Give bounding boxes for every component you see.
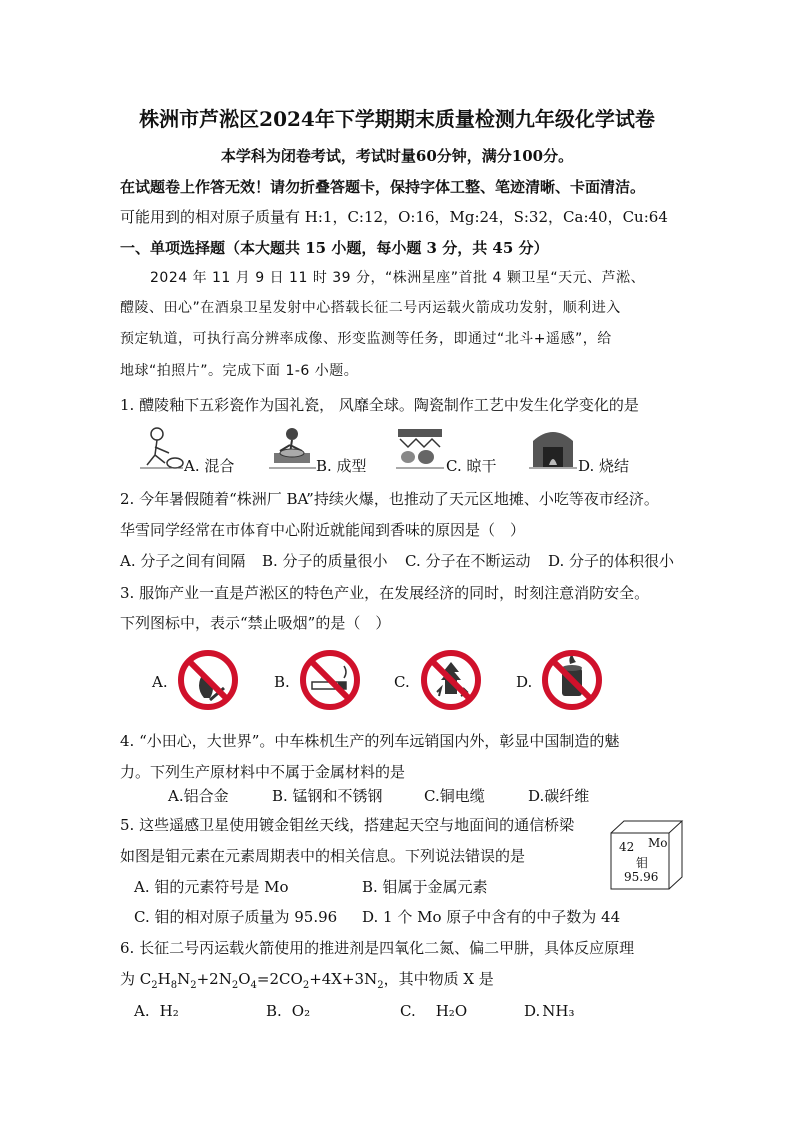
element-tile-molybdenum xyxy=(610,820,684,894)
q2-option-b[interactable]: B. 分子的质量很小 xyxy=(262,552,388,570)
q3-stem: 3. 服饰产业一直是芦淞区的特色产业，在发展经济的同时，时刻注意消防安全。 xyxy=(120,584,650,602)
drying-pottery-icon xyxy=(394,425,446,470)
mixing-worker-icon xyxy=(135,425,185,470)
q3-option-b[interactable]: B. xyxy=(274,673,290,691)
exam-info: 本学科为闭卷考试，考试时量60分钟，满分100分。 xyxy=(220,147,574,165)
q5-option-a[interactable]: A. 钼的元素符号是 Mo xyxy=(134,878,289,896)
q2-stem: 华雪同学经常在市体育中心附近就能闻到香味的原因是（ ） xyxy=(120,521,526,539)
q1-option-a[interactable]: A. 混合 xyxy=(184,457,235,475)
no-flammable-icon[interactable] xyxy=(540,648,604,712)
q2-option-d[interactable]: D. 分子的体积很小 xyxy=(548,552,675,570)
reaction-equation: $C_2H_8N_2+2N_2O_4=2CO_2+4X+3N_2$ xyxy=(139,970,384,991)
shaping-worker-icon xyxy=(266,425,318,470)
passage-line: 预定轨道，可执行高分辨率成像、形变监测等任务，即通过“北斗+遥感”，给 xyxy=(120,331,612,347)
element-number: 42 xyxy=(619,840,635,854)
q5-option-b[interactable]: B. 钼属于金属元素 xyxy=(362,878,488,896)
q5-stem: 5. 这些遥感卫星使用镀金钼丝天线，搭建起天空与地面间的通信桥梁 xyxy=(120,816,575,834)
q6-option-d[interactable]: D. NH₃ xyxy=(524,1002,575,1020)
q6-option-c[interactable]: C. H₂O xyxy=(400,1002,468,1020)
exam-title: 株洲市芦淞区2024年下学期期末质量检测九年级化学试卷 xyxy=(139,107,655,131)
no-smoking-icon[interactable] xyxy=(298,648,362,712)
passage-line: 地球“拍照片”。完成下面 1-6 小题。 xyxy=(120,363,359,379)
q1-stem: 1. 醴陵釉下五彩瓷作为国礼瓷， 风靡全球。陶瓷制作工艺中发生化学变化的是 xyxy=(120,396,639,414)
q1-option-d[interactable]: D. 烧结 xyxy=(578,457,630,475)
kiln-firing-icon xyxy=(527,425,579,470)
q3-option-d[interactable]: D. xyxy=(516,673,533,691)
q4-option-b[interactable]: B. 锰钢和不锈钢 xyxy=(272,787,383,805)
q4-option-d[interactable]: D.碳纤维 xyxy=(528,787,590,805)
element-symbol: Mo xyxy=(648,836,668,850)
q2-stem: 2. 今年暑假随着“株洲厂 BA”持续火爆，也推动了天元区地摊、小吃等夜市经济。 xyxy=(120,490,659,508)
atomic-masses: 可能用到的相对原子质量有 H:1，C:12，O:16，Mg:24，S:32，Ca:40，Cu:64 xyxy=(120,208,668,226)
q3-option-c[interactable]: C. xyxy=(394,673,410,691)
q1-option-b[interactable]: B. 成型 xyxy=(316,457,367,475)
q6-eq-suffix: ，其中物质 X 是 xyxy=(383,970,494,988)
q3-option-a[interactable]: A. xyxy=(152,673,168,691)
q6-option-b[interactable]: B. O₂ xyxy=(266,1002,311,1020)
passage-line: 2024 年 11 月 9 日 11 时 39 分，“株洲星座”首批 4 颗卫星“天元、芦淞、 xyxy=(150,270,646,286)
q1-option-c[interactable]: C. 晾干 xyxy=(446,457,497,475)
q4-stem: 4. “小田心，大世界”。中车株机生产的列车远销国内外，彰显中国制造的魅 xyxy=(120,732,620,750)
q5-option-c[interactable]: C. 钼的相对原子质量为 95.96 xyxy=(134,908,338,926)
q2-option-c[interactable]: C. 分子在不断运动 xyxy=(405,552,531,570)
q5-option-d[interactable]: D. 1 个 Mo 原子中含有的中子数为 44 xyxy=(362,908,621,926)
q4-option-a[interactable]: A.铝合金 xyxy=(168,787,229,805)
element-name: 钼 xyxy=(636,856,649,870)
q2-option-a[interactable]: A. 分子之间有间隔 xyxy=(120,552,246,570)
section-heading: 一、单项选择题（本大题共 15 小题，每小题 3 分，共 45 分） xyxy=(120,239,549,257)
passage-line: 醴陵、田心”在酒泉卫星发射中心搭载长征二号丙运载火箭成功发射，顺利进入 xyxy=(120,300,621,316)
exam-warning: 在试题卷上作答无效！请勿折叠答题卡，保持字体工整、笔迹清晰、卡面清洁。 xyxy=(120,178,646,196)
no-fireworks-icon[interactable] xyxy=(419,648,483,712)
q5-stem: 如图是钼元素在元素周期表中的相关信息。下列说法错误的是 xyxy=(120,847,526,865)
q6-option-a[interactable]: A. H₂ xyxy=(134,1002,179,1020)
q6-eq-prefix: 为 xyxy=(120,970,140,988)
no-open-flame-icon[interactable] xyxy=(176,648,240,712)
q6-equation-line xyxy=(120,969,494,996)
q3-stem: 下列图标中，表示“禁止吸烟”的是（ ） xyxy=(120,614,391,632)
element-mass: 95.96 xyxy=(624,870,659,884)
q4-stem: 力。下列生产原材料中不属于金属材料的是 xyxy=(120,763,406,781)
q6-stem: 6. 长征二号丙运载火箭使用的推进剂是四氧化二氮、偏二甲肼，具体反应原理 xyxy=(120,939,635,957)
q4-option-c[interactable]: C.铜电缆 xyxy=(424,787,485,805)
